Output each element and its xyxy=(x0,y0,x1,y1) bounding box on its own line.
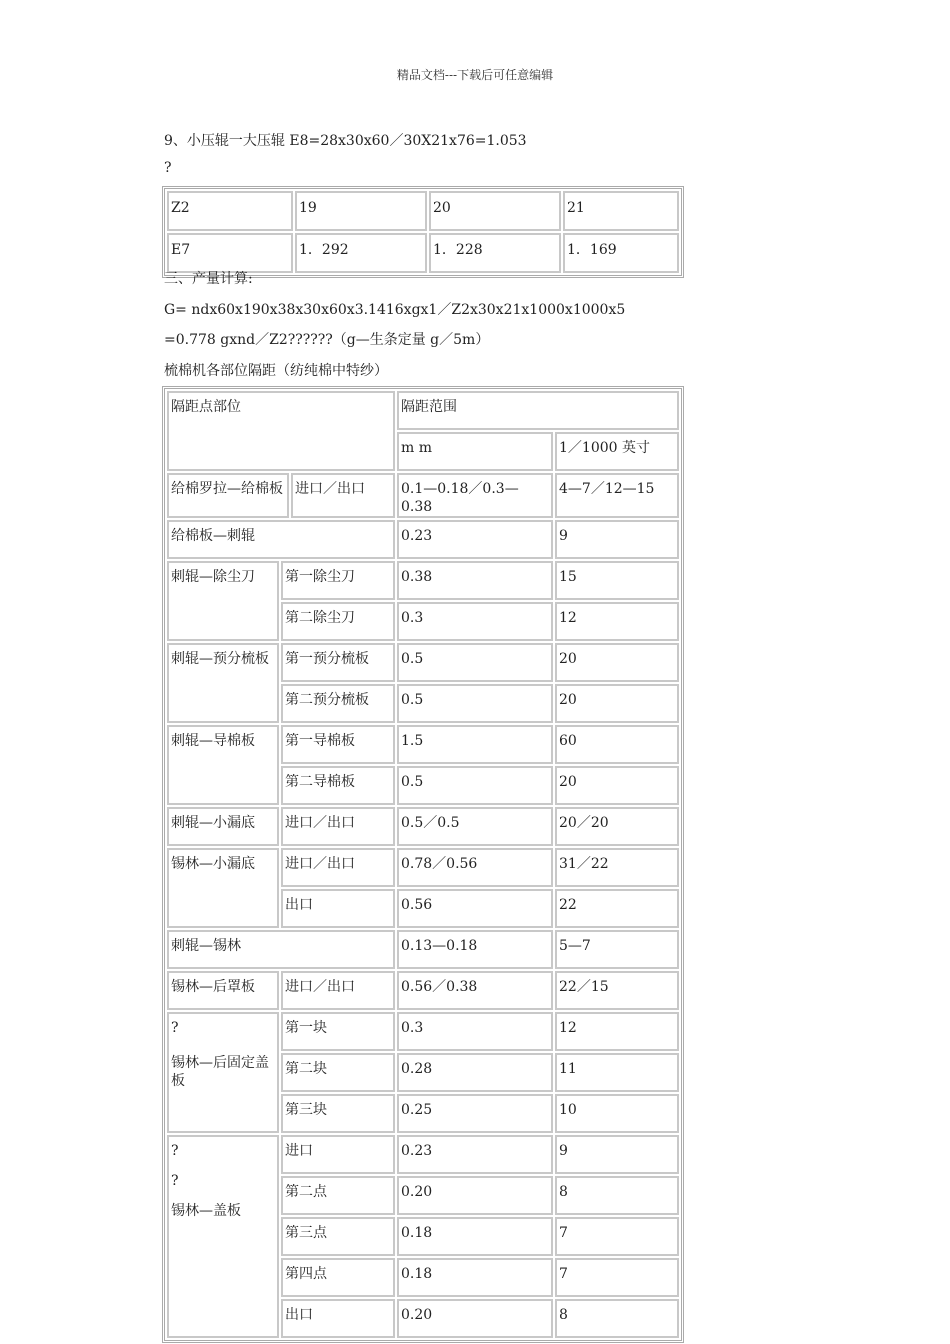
question-mark: ? xyxy=(164,160,172,176)
value-mm: 0.23 xyxy=(397,520,553,559)
value-mm: 0.5 xyxy=(397,766,553,805)
value-mm: 0.5 xyxy=(397,684,553,723)
value-mm: 0.1—0.18／0.3—0.38 xyxy=(397,473,553,518)
feed-roller-sub: 进口／出口 xyxy=(291,473,395,518)
header-inch: 1／1000 英寸 xyxy=(555,432,679,471)
sub-item: 进口／出口 xyxy=(281,848,395,887)
sub-item: 出口 xyxy=(281,1299,395,1338)
sub-item: 进口／出口 xyxy=(281,807,395,846)
table-cell: 1．228 xyxy=(429,233,561,273)
sub-item: 第四点 xyxy=(281,1258,395,1297)
table-cell: 1．169 xyxy=(563,233,679,273)
value-inch: 60 xyxy=(555,725,679,764)
value-mm: 0.3 xyxy=(397,1012,553,1051)
value-inch: 5—7 xyxy=(555,930,679,969)
value-inch: 8 xyxy=(555,1176,679,1215)
group-label: 刺辊—除尘刀 xyxy=(167,561,279,641)
value-inch: 22 xyxy=(555,889,679,928)
feed-plate-cell: 给棉板—刺辊 xyxy=(167,520,395,559)
group-label: 刺辊—锡林 xyxy=(167,930,395,969)
value-mm: 0.28 xyxy=(397,1053,553,1092)
question-mark: ? xyxy=(171,1173,179,1189)
sub-item: 第三点 xyxy=(281,1217,395,1256)
value-inch: 15 xyxy=(555,561,679,600)
gauge-table xyxy=(162,386,684,1343)
header-range: 隔距范围 xyxy=(397,391,679,430)
value-mm: 0.18 xyxy=(397,1258,553,1297)
table-cell: Z2 xyxy=(167,191,293,231)
value-inch: 20 xyxy=(555,766,679,805)
group-label-text: 锡林—盖板 xyxy=(171,1203,241,1219)
table-cell: E7 xyxy=(167,233,293,273)
value-inch: 7 xyxy=(555,1258,679,1297)
value-inch: 7 xyxy=(555,1217,679,1256)
value-inch: 11 xyxy=(555,1053,679,1092)
value-inch: 20／20 xyxy=(555,807,679,846)
table-cell: 1．292 xyxy=(295,233,427,273)
value-inch: 9 xyxy=(555,1135,679,1174)
sub-item: 第一预分梳板 xyxy=(281,643,395,682)
header-mm: m m xyxy=(397,432,553,471)
table-cell: 21 xyxy=(563,191,679,231)
group-label: 刺辊—预分梳板 xyxy=(167,643,279,723)
header-point: 隔距点部位 xyxy=(167,391,395,471)
value-mm: 0.25 xyxy=(397,1094,553,1133)
sub-item: 第二点 xyxy=(281,1176,395,1215)
value-inch: 31／22 xyxy=(555,848,679,887)
value-mm: 0.5／0.5 xyxy=(397,807,553,846)
question-mark: ? xyxy=(171,1020,179,1036)
value-inch: 12 xyxy=(555,1012,679,1051)
value-mm: 0.3 xyxy=(397,602,553,641)
sub-item: 第二预分梳板 xyxy=(281,684,395,723)
group-label: 锡林—小漏底 xyxy=(167,848,279,928)
value-mm: 0.13—0.18 xyxy=(397,930,553,969)
table-caption: 梳棉机各部位隔距（纺纯棉中特纱） xyxy=(164,363,388,379)
group-label xyxy=(167,1135,279,1338)
value-mm: 0.38 xyxy=(397,561,553,600)
value-inch: 12 xyxy=(555,602,679,641)
sub-item: 第二块 xyxy=(281,1053,395,1092)
table-cell: 19 xyxy=(295,191,427,231)
sub-item: 第二除尘刀 xyxy=(281,602,395,641)
value-mm: 1.5 xyxy=(397,725,553,764)
feed-roller-cell: 给棉罗拉—给棉板 xyxy=(167,473,289,518)
table-row xyxy=(167,233,679,273)
group-label xyxy=(167,1012,279,1133)
value-mm: 0.78／0.56 xyxy=(397,848,553,887)
sub-item: 第三块 xyxy=(281,1094,395,1133)
value-inch: 8 xyxy=(555,1299,679,1338)
group-label: 锡林—后罩板 xyxy=(167,971,279,1010)
value-inch: 22／15 xyxy=(555,971,679,1010)
value-mm: 0.18 xyxy=(397,1217,553,1256)
value-inch: 20 xyxy=(555,643,679,682)
sub-item: 第一块 xyxy=(281,1012,395,1051)
page-header: 精品文档---下载后可任意编辑 xyxy=(396,68,554,82)
table-row xyxy=(167,191,679,231)
sub-item: 第一导棉板 xyxy=(281,725,395,764)
table-cell: 20 xyxy=(429,191,561,231)
formula-line-1: G= ndx60x190x38x30x60x3.1416xgx1／Z2x30x21x1000x1000x5 xyxy=(164,302,626,318)
value-mm: 0.23 xyxy=(397,1135,553,1174)
e7-table xyxy=(162,186,684,278)
section-title: 三、产量计算: xyxy=(164,271,253,287)
sub-item: 第一除尘刀 xyxy=(281,561,395,600)
value-mm: 0.20 xyxy=(397,1299,553,1338)
sub-item: 第二导棉板 xyxy=(281,766,395,805)
sub-item: 进口 xyxy=(281,1135,395,1174)
value-inch: 10 xyxy=(555,1094,679,1133)
value-mm: 0.20 xyxy=(397,1176,553,1215)
value-inch: 20 xyxy=(555,684,679,723)
value-mm: 0.56 xyxy=(397,889,553,928)
question-mark: ? xyxy=(171,1143,179,1159)
sub-item: 出口 xyxy=(281,889,395,928)
e8-line: 9、小压辊一大压辊 E8=28x30x60／30X21x76=1.053 xyxy=(164,133,527,149)
value-inch: 9 xyxy=(555,520,679,559)
value-inch: 4—7／12—15 xyxy=(555,473,679,518)
value-mm: 0.5 xyxy=(397,643,553,682)
group-label: 刺辊—小漏底 xyxy=(167,807,279,846)
group-label-text: 锡林—后固定盖板 xyxy=(171,1055,269,1089)
sub-item: 进口／出口 xyxy=(281,971,395,1010)
value-mm: 0.56／0.38 xyxy=(397,971,553,1010)
group-label: 刺辊—导棉板 xyxy=(167,725,279,805)
formula-line-2: =0.778 gxnd／Z2??????（g—生条定量 g／5m） xyxy=(164,332,490,348)
